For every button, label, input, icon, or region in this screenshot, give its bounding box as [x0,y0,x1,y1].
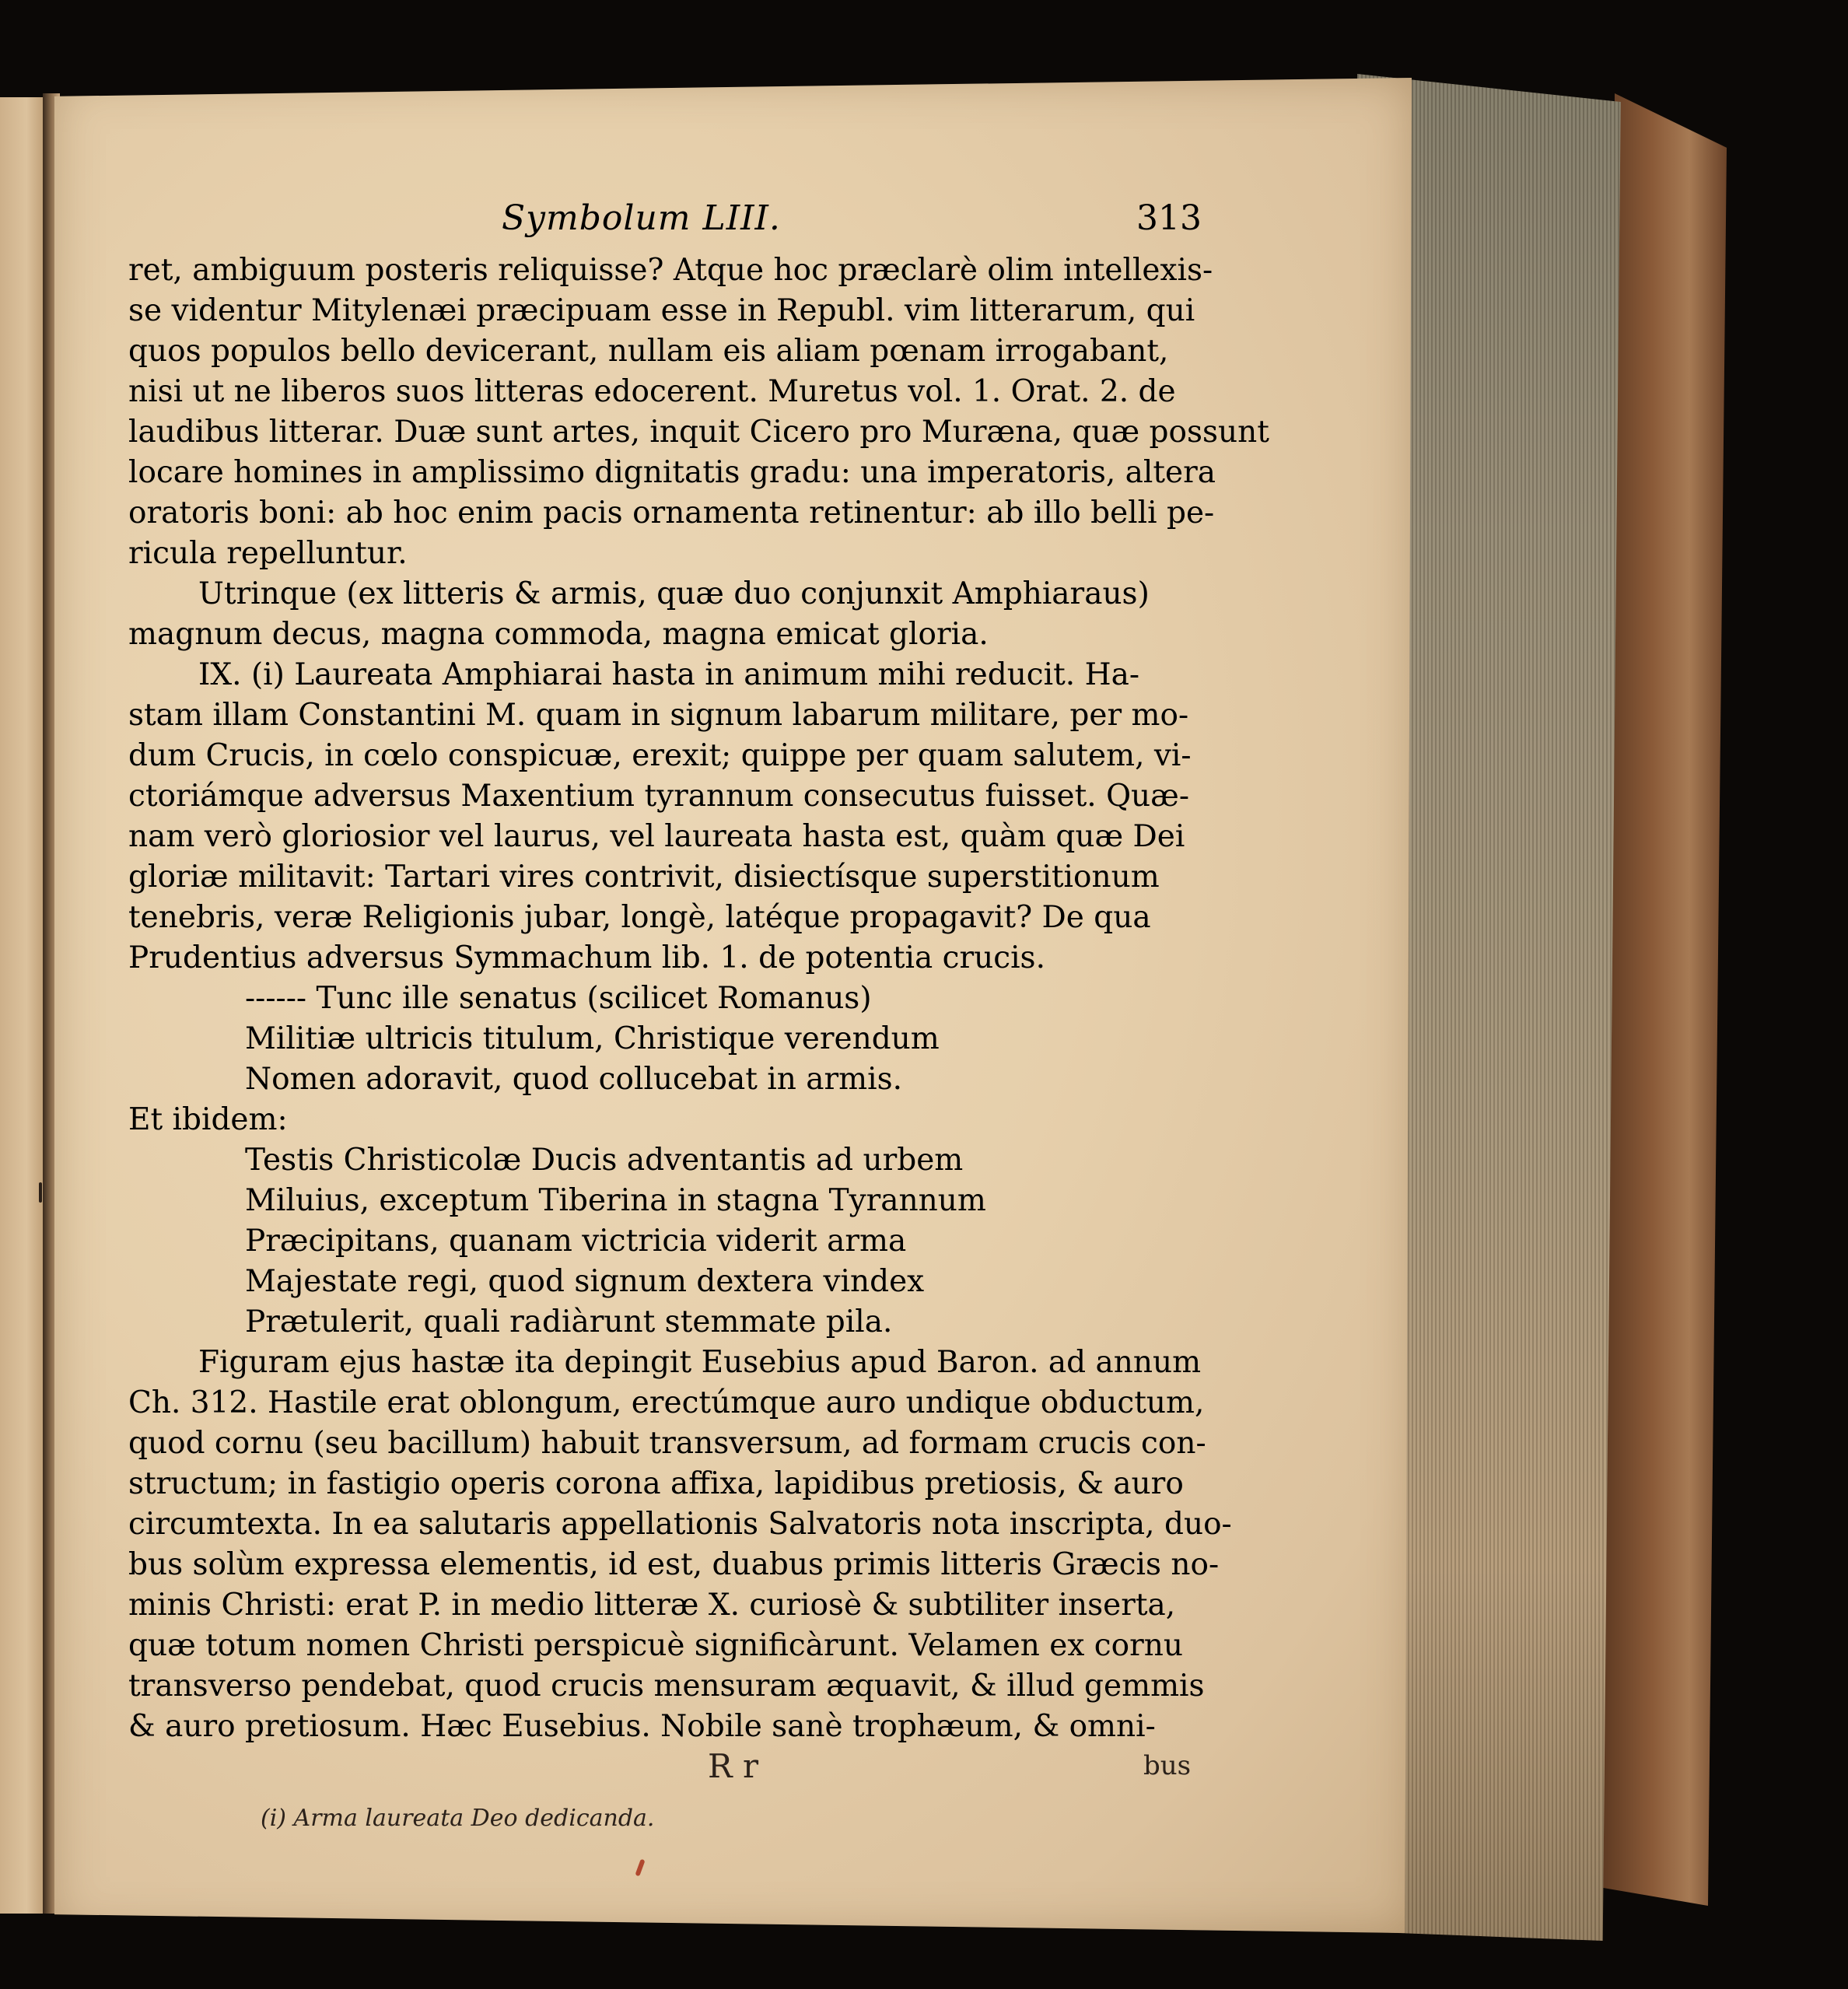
text-line: Ch. 312. Hastile erat oblongum, erectúmque auro undique obductum, [128,1385,1205,1420]
text-line: ret, ambiguum posteris reliquisse? Atque hoc præclarè olim intellexis- [128,253,1213,288]
text-line: gloriæ militavit: Tartari vires contrivit, disiectísque superstitionum [128,860,1160,895]
text-line: quos populos bello devicerant, nullam eis aliam pœnam irrogabant, [128,334,1169,369]
verse-line: Præcipitans, quanam victricia viderit arma [245,1224,907,1259]
page-header [128,198,1202,245]
running-head: Symbolum LIII. [502,198,781,238]
text-line: oratoris boni: ab hoc enim pacis ornamenta retinentur: ab illo belli pe- [128,495,1215,531]
text-line: ctoriámque adversus Maxentium tyrannum consecutus fuisset. Quæ- [128,779,1189,814]
text-line: ricula repelluntur. [128,536,408,571]
verse-line: Miluius, exceptum Tiberina in stagna Tyrannum [245,1183,986,1218]
verse-line: Prætulerit, quali radiàrunt stemmate pila. [245,1304,893,1339]
text-line: Utrinque (ex litteris & armis, quæ duo conjunxit Amphiaraus) [198,576,1150,611]
signature-mark: R r [708,1747,759,1785]
text-line: laudibus litterar. Duæ sunt artes, inquit Cicero pro Muræna, quæ possunt [128,415,1269,450]
text-line: nisi ut ne liberos suos litteras edocerent. Muretus vol. 1. Orat. 2. de [128,374,1176,409]
left-page-edge [0,97,48,1914]
text-line: quod cornu (seu bacillum) habuit transversum, ad formam crucis con- [128,1426,1206,1461]
page-number: 313 [1136,198,1202,238]
text-line: minis Christi: erat P. in medio litteræ X. curiosè & subtiliter inserta, [128,1588,1176,1623]
text-line: transverso pendebat, quod crucis mensuram æquavit, & illud gemmis [128,1669,1205,1704]
text-line: stam illam Constantini M. quam in signum labarum militare, per mo- [128,698,1189,733]
text-line: Prudentius adversus Symmachum lib. 1. de potentia crucis. [128,940,1045,975]
verse-line: Majestate regi, quod signum dextera vindex [245,1264,925,1299]
text-line: & auro pretiosum. Hæc Eusebius. Nobile sanè trophæum, & omni- [128,1709,1156,1744]
text-line: IX. (i) Laureata Amphiarai hasta in animum mihi reducit. Ha- [198,657,1140,692]
text-line: nam verò gloriosior vel laurus, vel laureata hasta est, quàm quæ Dei [128,819,1185,854]
text-line: se videntur Mitylenæi præcipuam esse in Republ. vim litterarum, qui [128,293,1195,328]
text-line: locare homines in amplissimo dignitatis gradu: una imperatoris, altera [128,455,1216,490]
verse-line: Militiæ ultricis titulum, Christique verendum [245,1021,940,1056]
verse-line: Testis Christicolæ Ducis adventantis ad urbem [245,1143,964,1178]
verse-line: Nomen adoravit, quod collucebat in armis. [245,1062,903,1097]
book-cover [1602,93,1727,1906]
catchword: bus [1143,1750,1192,1781]
text-line: quæ totum nomen Christi perspicuè significàrunt. Velamen ex cornu [128,1628,1183,1663]
text-line: circumtexta. In ea salutaris appellationis Salvatoris nota inscripta, duo- [128,1507,1232,1542]
footnote: (i) Arma laureata Deo dedicanda. [261,1805,655,1832]
text-line: Figuram ejus hastæ ita depingit Eusebius apud Baron. ad annum [198,1345,1202,1380]
text-line: structum; in fastigio operis corona affixa, lapidibus pretiosis, & auro [128,1466,1184,1501]
text-line: bus solùm expressa elementis, id est, duabus primis litteris Græcis no- [128,1547,1220,1582]
text-line: magnum decus, magna commoda, magna emicat gloria. [128,617,989,652]
verse-line: ------ Tunc ille senatus (scilicet Romanus) [245,981,872,1016]
text-line: dum Crucis, in cœlo conspicuæ, erexit; quippe per quam salutem, vi- [128,738,1192,773]
text-line: Et ibidem: [128,1102,288,1137]
text-line: tenebris, veræ Religionis jubar, longè, latéque propagavit? De qua [128,900,1151,935]
margin-mark [39,1182,42,1203]
